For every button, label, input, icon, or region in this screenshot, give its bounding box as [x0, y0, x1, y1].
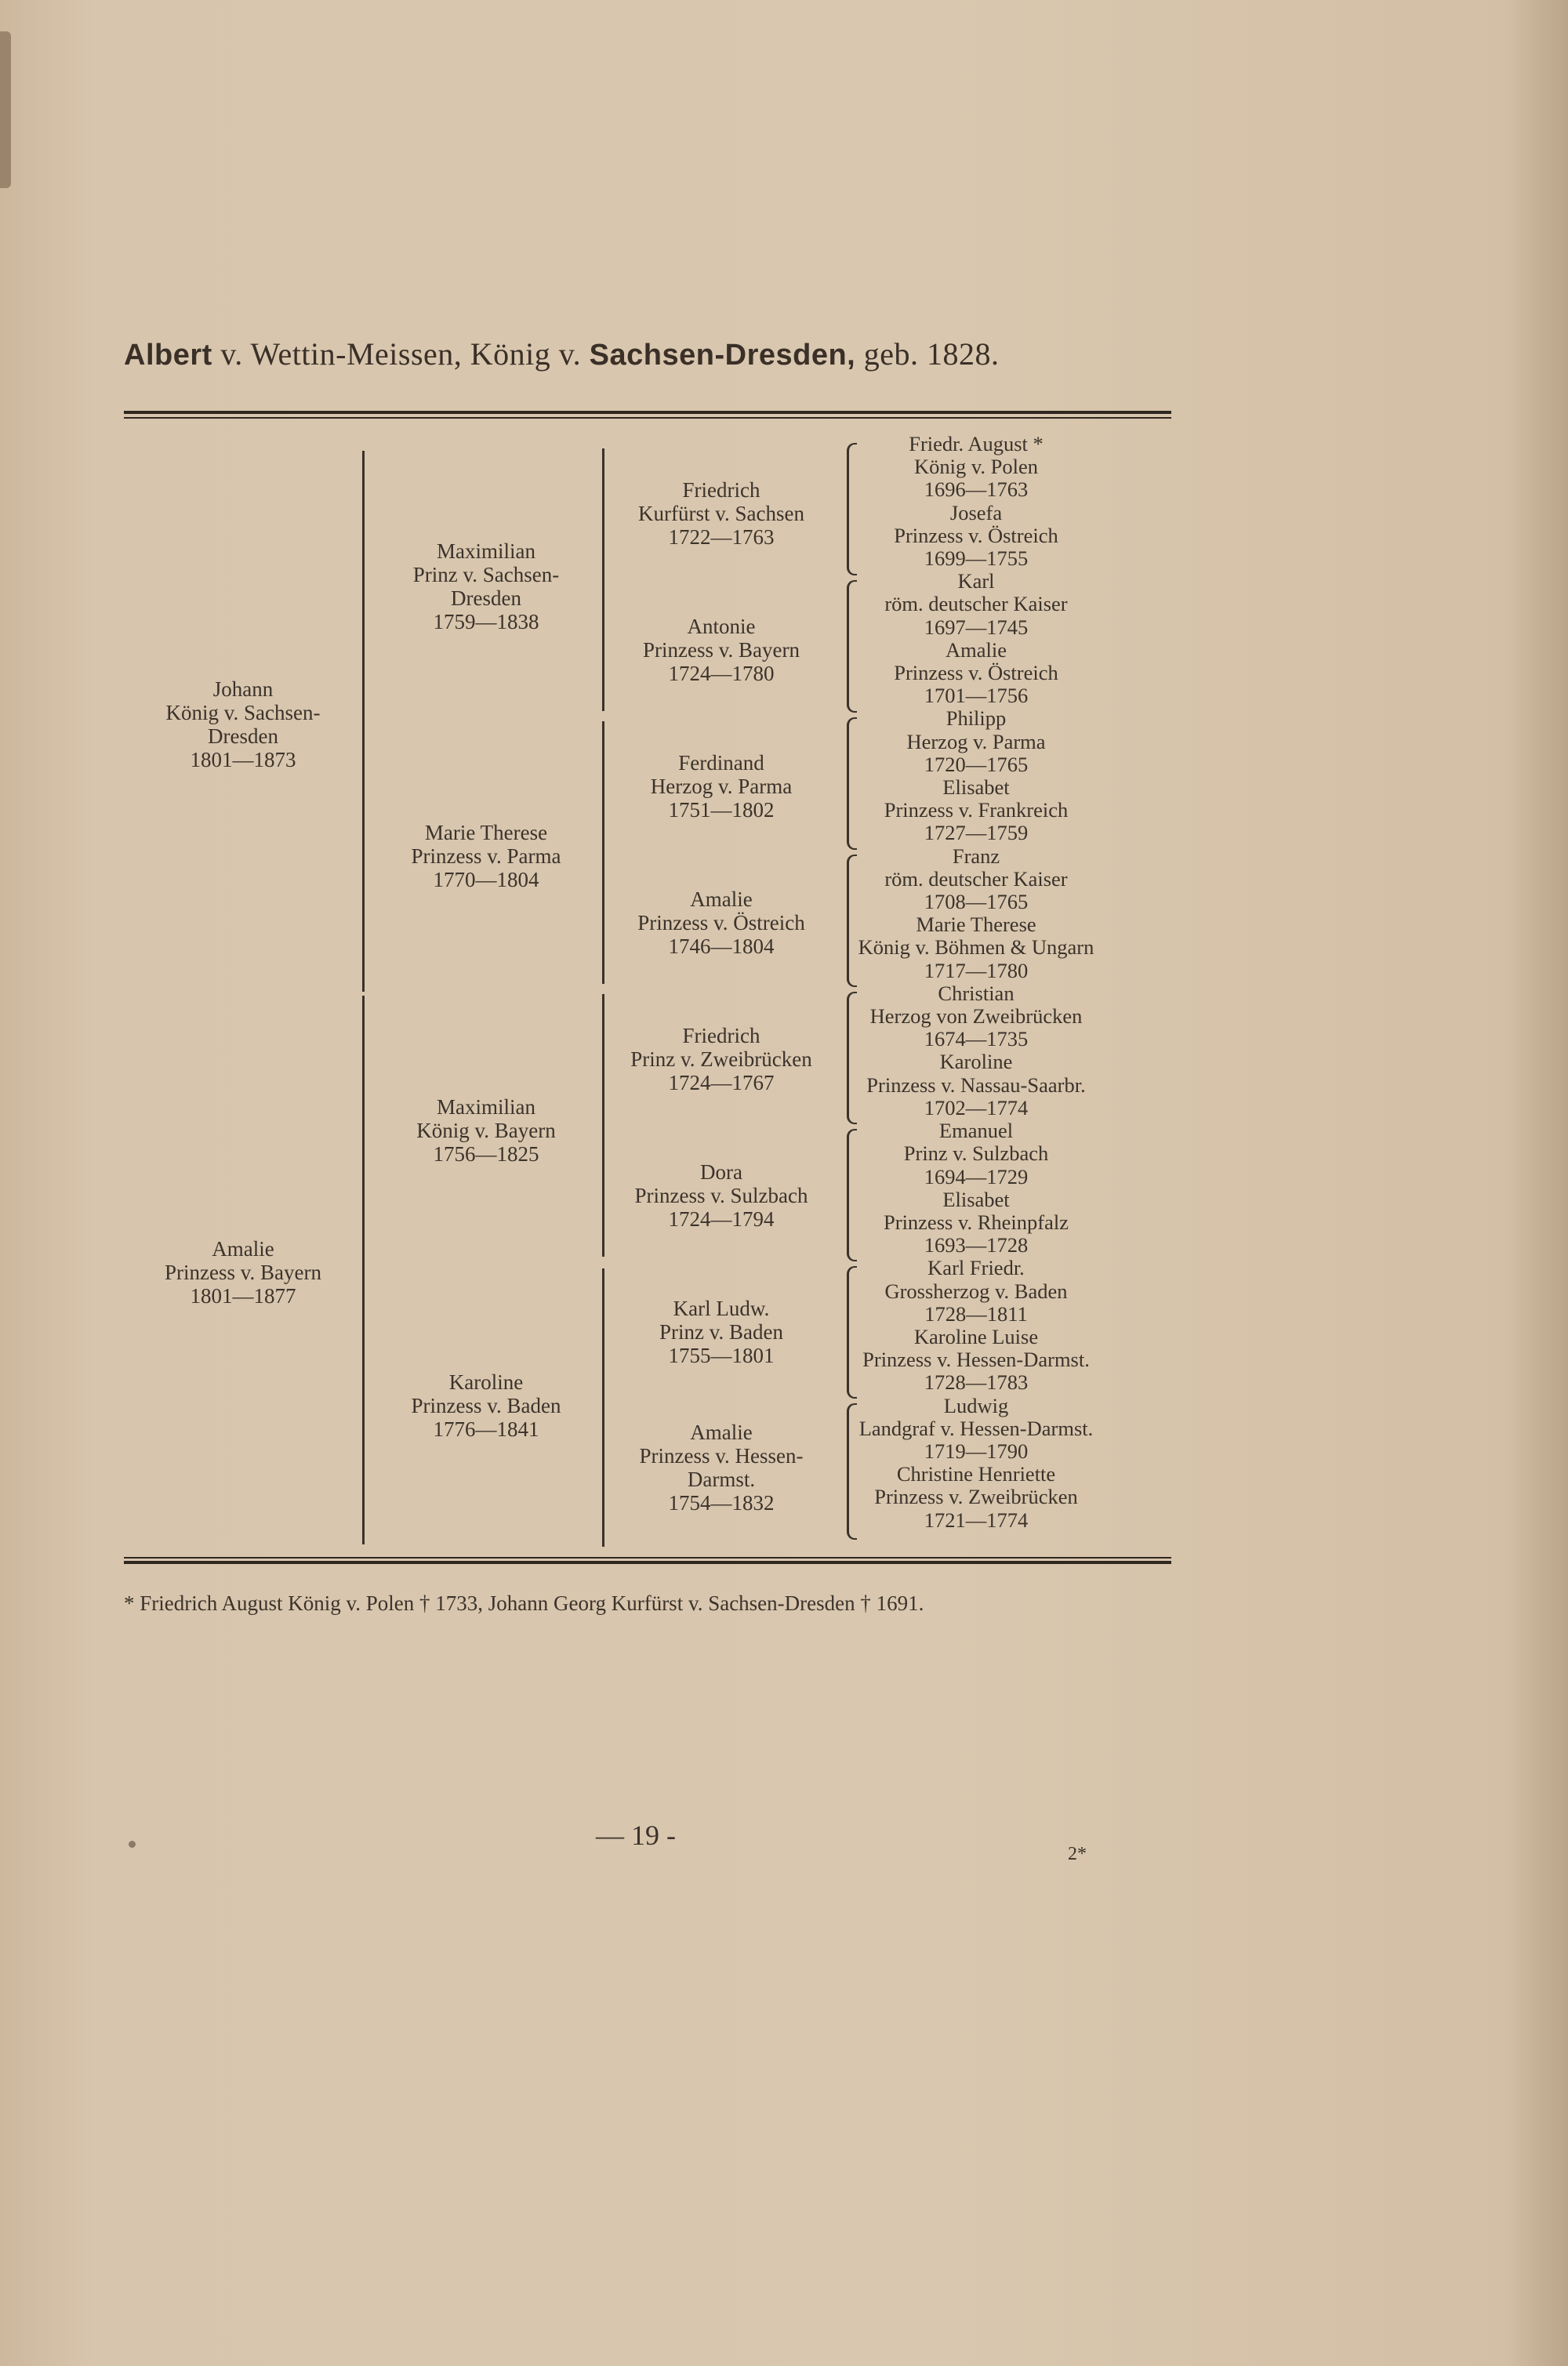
- gen4-line: 1721—1774: [924, 1508, 1029, 1532]
- gen4-line: röm. deutscher Kaiser: [884, 592, 1068, 616]
- gen4-line: 1696—1763: [924, 477, 1029, 502]
- gen3-3: Ferdinand Herzog v. Parma 1751—1802: [650, 751, 793, 822]
- gen4-line: Karoline Luise: [913, 1324, 1039, 1348]
- gen4-line: 1699—1755: [924, 546, 1029, 571]
- gen4-line: Prinzess v. Östreich: [894, 523, 1058, 547]
- gen4-line: 1720—1765: [924, 752, 1029, 776]
- bracket-gen2-1: [602, 448, 604, 711]
- gen4-line: König v. Polen: [913, 455, 1039, 479]
- gen4-line: Elisabet: [942, 775, 1010, 800]
- gen4-line: röm. deutscher Kaiser: [884, 866, 1068, 891]
- gen4-line: Franz: [952, 844, 1000, 868]
- gen4-line: Prinzess v. Frankreich: [884, 798, 1069, 822]
- gen4-line: 1717—1780: [924, 958, 1029, 982]
- bracket-gen2-4: [602, 1268, 604, 1547]
- gen1-father: Johann König v. Sachsen- Dresden 1801—1873: [165, 677, 321, 771]
- gen4-line: 1693—1728: [924, 1233, 1029, 1257]
- gen4-line: Christian: [938, 981, 1014, 1005]
- title-place: Sachsen-Dresden,: [589, 339, 856, 372]
- gen4-line: 1674—1735: [924, 1027, 1029, 1051]
- gen4-line: Herzog v. Parma: [906, 729, 1046, 753]
- gen4-line: 1719—1790: [924, 1439, 1029, 1463]
- gen1-mother: Amalie Prinzess v. Bayern 1801—1877: [165, 1237, 321, 1308]
- page-number: — 19 -: [596, 1820, 676, 1851]
- gen2-paternal-grandfather: Maximilian Prinz v. Sachsen- Dresden 1759—1838: [412, 539, 560, 633]
- gen4-line: 1728—1811: [924, 1301, 1028, 1326]
- gen3-7: Karl Ludw. Prinz v. Baden 1755—1801: [659, 1297, 783, 1367]
- gen4-line: Prinzess v. Rheinpfalz: [884, 1210, 1069, 1234]
- gen4-line: Prinzess v. Östreich: [894, 661, 1058, 685]
- gen2-paternal-grandmother: Marie Therese Prinzess v. Parma 1770—1804: [411, 821, 561, 891]
- gen4-line: Prinzess v. Zweibrücken: [874, 1485, 1078, 1509]
- gen2-maternal-grandfather: Maximilian König v. Bayern 1756—1825: [416, 1095, 556, 1166]
- bracket-gen1-father: [362, 451, 365, 992]
- gen4-line: Karl: [957, 569, 995, 593]
- bracket-gen2-3: [602, 994, 604, 1257]
- gen4-line: Christine Henriette: [896, 1462, 1056, 1486]
- gen4-line: Philipp: [946, 706, 1007, 731]
- gen3-5: Friedrich Prinz v. Zweibrücken 1724—1767: [630, 1024, 812, 1094]
- gen2-maternal-grandmother: Karoline Prinzess v. Baden 1776—1841: [411, 1370, 561, 1441]
- gen4-line: 1702—1774: [924, 1095, 1029, 1119]
- gen4-line: Grossherzog v. Baden: [884, 1279, 1068, 1303]
- gen4-line: Herzog von Zweibrücken: [869, 1004, 1083, 1029]
- gen4-line: 1701—1756: [924, 684, 1029, 708]
- gen4-line: Amalie: [946, 637, 1007, 662]
- top-rule-thin: [124, 417, 1171, 419]
- gen4-line: Prinzess v. Nassau-Saarbr.: [866, 1072, 1086, 1097]
- gen4-line: 1697—1745: [924, 615, 1029, 639]
- gen4-line: Ludwig: [943, 1393, 1009, 1417]
- footnote: * Friedrich August König v. Polen † 1733, Johann Georg Kurfürst v. Sachsen-Dresden † 1691.: [124, 1591, 924, 1615]
- bottom-rule-thick: [124, 1561, 1171, 1564]
- gen4-line: Elisabet: [942, 1187, 1010, 1211]
- gen4-line: 1708—1765: [924, 890, 1029, 914]
- gen3-4: Amalie Prinzess v. Östreich 1746—1804: [637, 887, 805, 958]
- gen4-line: Josefa: [949, 500, 1003, 524]
- gen4-line: 1727—1759: [924, 821, 1029, 845]
- gen4-line: Prinzess v. Hessen-Darmst.: [862, 1348, 1090, 1372]
- gen4-line: Landgraf v. Hessen-Darmst.: [858, 1416, 1094, 1440]
- top-rule-thick: [124, 411, 1171, 414]
- bracket-gen1-mother: [362, 996, 365, 1544]
- signature-mark: 2*: [1068, 1844, 1087, 1864]
- ink-dot: [129, 1841, 136, 1848]
- gen4-line: Karoline: [939, 1050, 1013, 1074]
- title-part2: geb. 1828.: [863, 336, 1000, 372]
- gen4-line: Karl Friedr.: [927, 1256, 1025, 1280]
- gen4-line: Friedr. August *: [909, 432, 1044, 455]
- gen4-list: [827, 433, 1125, 1532]
- title-name: Albert: [124, 339, 212, 372]
- gen4-line: 1694—1729: [924, 1164, 1029, 1188]
- title-part1: v. Wettin-Meissen, König v.: [220, 336, 582, 372]
- gen4-line: König v. Böhmen & Ungarn: [858, 935, 1094, 960]
- bottom-rule-thin: [124, 1557, 1171, 1559]
- gen4-line: 1728—1783: [924, 1370, 1029, 1395]
- gen4-line: Emanuel: [938, 1119, 1014, 1143]
- gen4-line: Marie Therese: [916, 913, 1036, 937]
- page-edge: [0, 31, 11, 188]
- bracket-gen2-2: [602, 721, 604, 984]
- gen3-1: Friedrich Kurfürst v. Sachsen 1722—1763: [638, 478, 804, 549]
- gen3-8: Amalie Prinzess v. Hessen- Darmst. 1754—1832: [639, 1421, 804, 1515]
- gen3-2: Antonie Prinzess v. Bayern 1724—1780: [643, 615, 800, 685]
- gen3-6: Dora Prinzess v. Sulzbach 1724—1794: [634, 1160, 808, 1231]
- page-title: [124, 336, 1000, 372]
- gen4-line: Prinz v. Sulzbach: [903, 1141, 1049, 1166]
